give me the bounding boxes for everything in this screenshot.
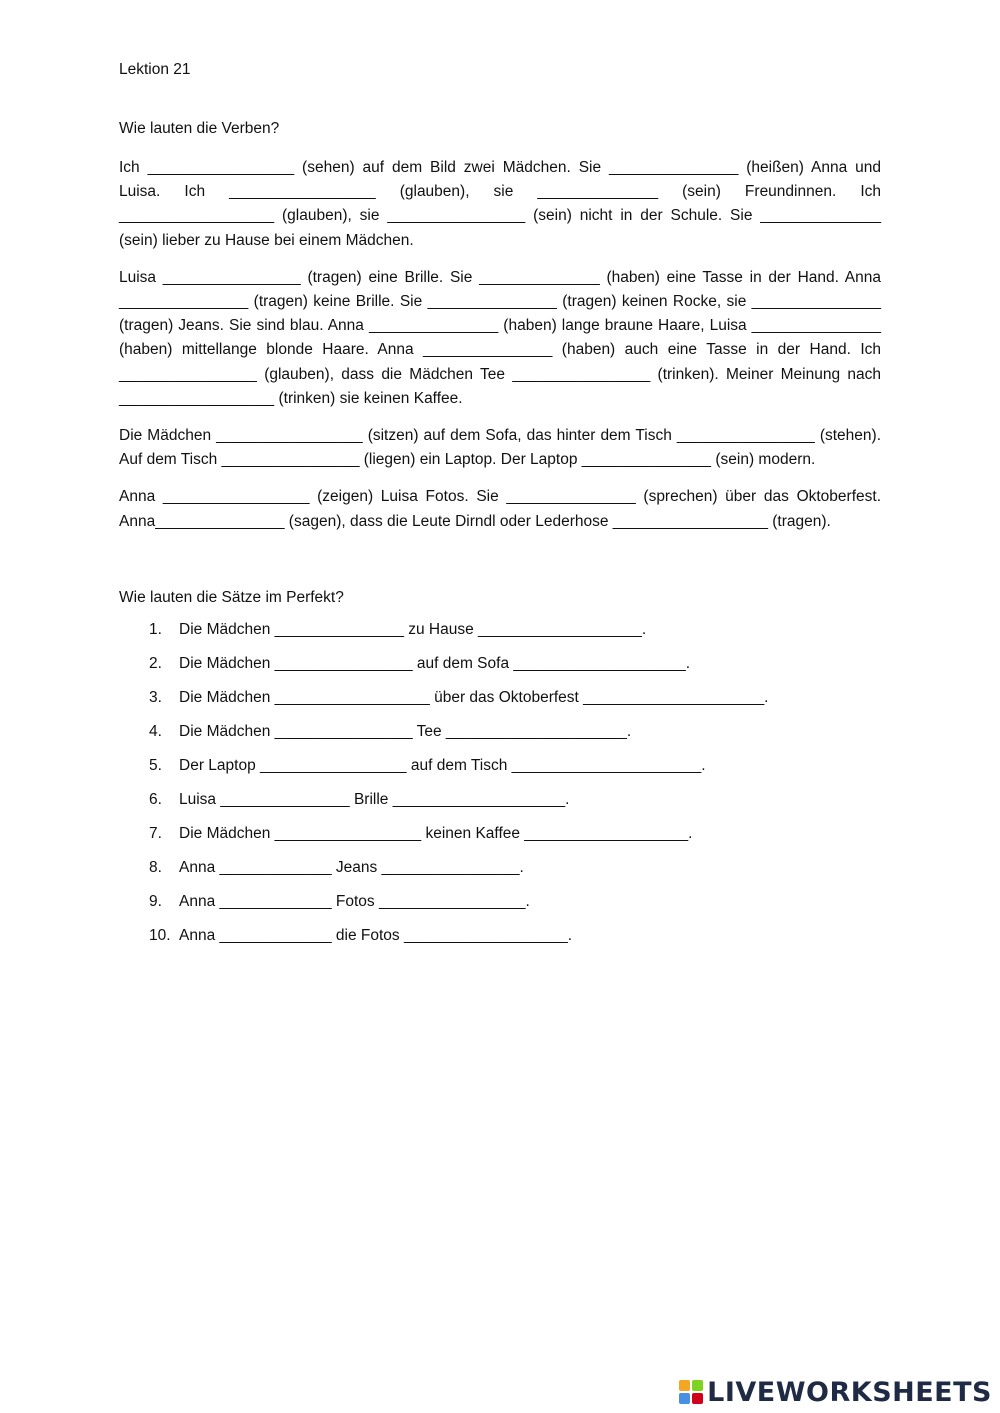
item-text: Die Mädchen ________________ auf dem Sofa ____________________. [179,654,691,672]
worksheet [119,58,881,958]
task1-title: Wie lauten die Verben? [119,120,280,137]
list-item [149,924,881,958]
liveworksheets-logo[interactable] [679,1377,992,1407]
list-item [149,618,881,652]
paragraph-1: Ich _________________ (sehen) auf dem Bild zwei Mädchen. Sie _______________ (heißen) Anna und Luisa. Ich _________________ (glauben), sie ______________ (sein) Freundinnen. Ich __________________ (glauben), sie ________________ (sein) nicht in der Schule. Sie ______________ (sein) lieber zu Hause bei einem Mädchen. [119,159,881,249]
list-item [149,652,881,686]
list-item [149,822,881,856]
logo-text: LIVEWORKSHEETS [707,1376,992,1408]
list-item [149,788,881,822]
item-text: Die Mädchen _______________ zu Hause ___________________. [179,620,647,638]
logo-icon [679,1380,703,1404]
item-number: 7. [149,824,162,842]
item-text: Luisa _______________ Brille ____________________. [179,790,570,808]
item-text: Die Mädchen _________________ keinen Kaffee ___________________. [179,824,693,842]
logo-block [692,1393,703,1404]
logo-block [679,1380,690,1391]
item-text: Anna _____________ Fotos _________________. [179,892,530,910]
paragraph-2: Luisa ________________ (tragen) eine Brille. Sie ______________ (haben) eine Tasse in der Hand. Anna _______________ (tragen) keine Brille. Sie _______________ (tragen) keinen Rocke, sie _______________ (tragen) Jeans. Sie sind blau. Anna _______________ (haben) lange braune Haare, Luisa _______________ (haben) mittellange blonde Haare. Anna _______________ (haben) auch eine Tasse in der Hand. Ich ________________ (glauben), dass die Mädchen Tee ________________ (trinken). Meiner Meinung nach __________________ (trinken) sie keinen Kaffee. [119,268,881,407]
paragraph-4: Anna _________________ (zeigen) Luisa Fotos. Sie _______________ (sprechen) über das Oktoberfest. Anna_______________ (sagen), dass die Leute Dirndl oder Lederhose __________________ (tragen). [119,488,881,530]
paragraph-3: Die Mädchen _________________ (sitzen) auf dem Sofa, das hinter dem Tisch ________________ (stehen). Auf dem Tisch ________________ (liegen) ein Laptop. Der Laptop _______________ (sein) modern. [119,427,881,469]
list-item [149,856,881,890]
list-item [149,754,881,788]
item-text: Der Laptop _________________ auf dem Tisch ______________________. [179,756,706,774]
item-number: 2. [149,654,162,672]
item-number: 8. [149,858,162,876]
list-item [149,890,881,924]
item-number: 5. [149,756,162,774]
list-item [149,686,881,720]
item-text: Anna _____________ die Fotos ___________________. [179,926,573,944]
task2-title: Wie lauten die Sätze im Perfekt? [119,588,344,606]
logo-block [692,1380,703,1391]
item-text: Die Mädchen ________________ Tee _____________________. [179,722,632,740]
item-number: 1. [149,620,162,638]
list-item [149,720,881,754]
lesson-title: Lektion 21 [119,61,191,78]
item-text: Anna _____________ Jeans ________________. [179,858,524,876]
item-number: 3. [149,688,162,706]
item-number: 9. [149,892,162,910]
item-text: Die Mädchen __________________ über das Oktoberfest _____________________. [179,688,769,706]
item-number: 4. [149,722,162,740]
logo-block [679,1393,690,1404]
sentence-list [119,618,881,958]
item-number: 6. [149,790,162,808]
item-number: 10. [149,926,171,944]
